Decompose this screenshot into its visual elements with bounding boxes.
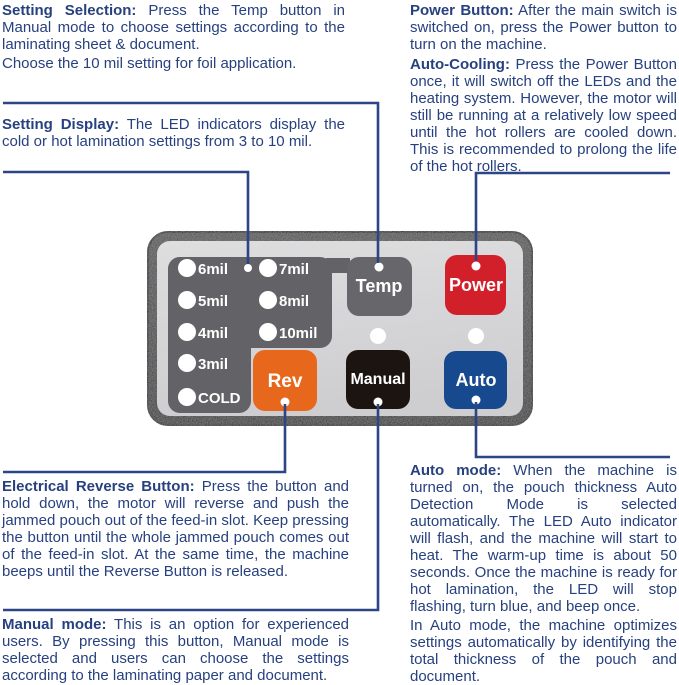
electrical-reverse-body: Press the button and hold down, the motor will reverse and push the jammed pouch out of the feed-in slot. Keep pressing the button until the whole jammed pouch comes out of the feed-in slot. At the same time, the machine beeps until the Reverse Button is released. bbox=[2, 478, 350, 580]
callout-auto-mode bbox=[410, 462, 677, 685]
led-7mil-label: 7mil bbox=[279, 261, 310, 278]
power-button bbox=[445, 255, 506, 315]
rev-button-label: Rev bbox=[267, 371, 303, 392]
auto-status-led bbox=[468, 328, 484, 344]
rev-button bbox=[253, 350, 317, 411]
setting-selection-body: Press the Temp button in Manual mode to choose settings according to the laminating sheet & document. bbox=[2, 2, 346, 53]
led-3mil bbox=[178, 354, 196, 372]
callout-power-button-paragraph bbox=[410, 2, 677, 53]
led-10mil bbox=[259, 323, 277, 341]
led-6mil-label: 6mil bbox=[198, 261, 229, 278]
callout-setting-selection-paragraph bbox=[2, 2, 345, 53]
power-button-label: Power bbox=[448, 275, 504, 295]
setting-display-heading: Setting Display: bbox=[2, 116, 120, 133]
temp-button-label: Temp bbox=[355, 276, 403, 296]
led-8mil bbox=[259, 291, 277, 309]
setting-display-body: The LED indicators display the cold or hot lamination settings from 3 to 10 mil. bbox=[2, 116, 346, 150]
led-cold bbox=[178, 388, 196, 406]
power-button-dot bbox=[472, 262, 481, 271]
manual-button-label: Manual bbox=[350, 371, 406, 388]
manual-mode-heading: Manual mode: bbox=[2, 616, 107, 633]
power-button-heading: Power Button: bbox=[410, 2, 514, 19]
callout-auto-mode-paragraph bbox=[410, 462, 677, 615]
auto-mode-body2: In Auto mode, the machine optimizes settings automatically by identifying the total thickness of the pouch and document. bbox=[410, 617, 677, 685]
callout-setting-display bbox=[2, 116, 345, 150]
callout-power-button bbox=[410, 2, 677, 53]
led-8mil-label: 8mil bbox=[279, 293, 310, 310]
led-5mil bbox=[178, 291, 196, 309]
power-button-body: After the main switch is switched on, press the Power button to turn on the machine. bbox=[410, 2, 677, 53]
led-10mil-label: 10mil bbox=[279, 325, 318, 342]
auto-mode-heading: Auto mode: bbox=[410, 462, 502, 479]
manual-button bbox=[346, 350, 410, 409]
setting-display-target-dot bbox=[244, 264, 252, 272]
callout-setting-selection bbox=[2, 2, 345, 72]
callout-electrical-reverse bbox=[2, 478, 349, 580]
manual-mode-body: This is an option for experienced users. By pressing this button, Manual mode is selected and users can choose the settings according to the laminating paper and document. bbox=[2, 616, 350, 684]
manual-status-led bbox=[370, 328, 386, 344]
led-3mil-label: 3mil bbox=[198, 356, 229, 373]
led-7mil bbox=[259, 259, 277, 277]
led-4mil bbox=[178, 323, 196, 341]
callout-electrical-reverse-paragraph bbox=[2, 478, 349, 580]
temp-button-dot bbox=[375, 263, 384, 272]
led-cold-label: COLD bbox=[198, 390, 241, 407]
callout-auto-cooling bbox=[410, 56, 677, 175]
led-6mil bbox=[178, 259, 196, 277]
callout-manual-mode bbox=[2, 616, 349, 684]
callout-auto-cooling-paragraph bbox=[410, 56, 677, 175]
setting-selection-heading: Setting Selection: bbox=[2, 2, 137, 19]
auto-button-label: Auto bbox=[455, 370, 497, 390]
callout-setting-display-paragraph bbox=[2, 116, 345, 150]
auto-cooling-heading: Auto-Cooling: bbox=[410, 56, 510, 73]
auto-button bbox=[444, 351, 507, 409]
setting-selection-body2: Choose the 10 mil setting for foil application. bbox=[2, 55, 297, 72]
auto-cooling-body: Press the Power Button once, it will switch off the LEDs and the heating system. However, the motor will still be running at a relatively low speed until the hot rollers are cooled down. This is recommended to prolong the life of the hot rollers. bbox=[410, 56, 677, 175]
temp-button bbox=[347, 257, 412, 316]
electrical-reverse-heading: Electrical Reverse Button: bbox=[2, 478, 195, 495]
led-5mil-label: 5mil bbox=[198, 293, 229, 310]
callout-manual-mode-paragraph bbox=[2, 616, 349, 684]
auto-mode-body: When the machine is turned on, the pouch thickness Auto Detection Mode is selected automatically. The LED Auto indicator will flash, and the machine will start to heat. The warm-up time is about 50 seconds. Once the machine is ready for hot lamination, the LED will stop flashing, turn blue, and beep once. bbox=[410, 462, 678, 615]
led-4mil-label: 4mil bbox=[198, 325, 229, 342]
